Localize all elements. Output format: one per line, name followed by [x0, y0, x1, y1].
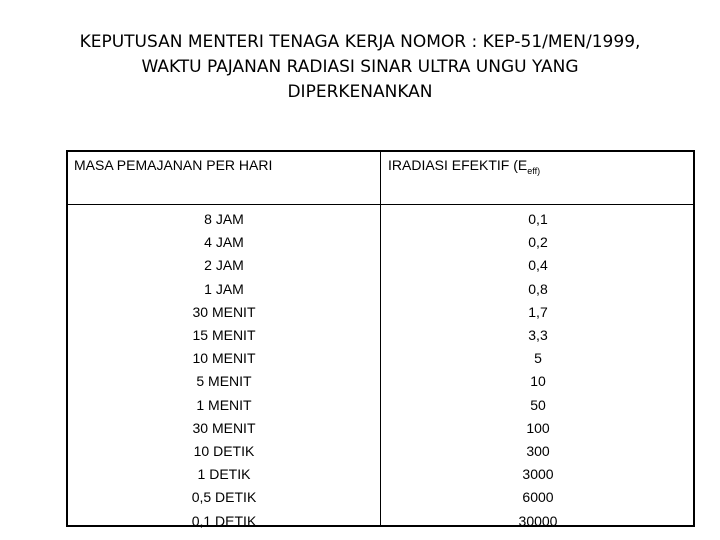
duration-cell: 1 MENIT: [196, 396, 252, 413]
header-irradiance-subscript: eff): [527, 166, 541, 176]
duration-cell: 8 JAM: [204, 211, 244, 227]
duration-cell: 2 JAM: [204, 257, 244, 274]
title-line: KEPUTUSAN MENTERI TENAGA KERJA NOMOR : KEP-51/MEN/1999,: [79, 32, 641, 52]
exposure-limit-table: [66, 150, 695, 527]
irradiance-cell: 100: [526, 419, 550, 436]
irradiance-cell: 1,7: [528, 303, 548, 320]
duration-cell: 1 DETIK: [197, 466, 251, 483]
duration-cell: 15 MENIT: [192, 327, 256, 344]
irradiance-cell: 50: [530, 396, 546, 413]
duration-cell: 30 MENIT: [192, 419, 256, 436]
header-exposure-duration: MASA PEMAJANAN PER HARI: [74, 157, 273, 173]
duration-cell: 4 JAM: [204, 234, 244, 251]
duration-cell: 10 DETIK: [193, 443, 255, 460]
irradiance-column: [381, 208, 695, 533]
page-title: [0, 30, 720, 105]
header-effective-irradiance: [388, 156, 540, 174]
irradiance-cell: 0,1: [528, 211, 548, 227]
title-line: DIPERKENANKAN: [287, 82, 433, 102]
duration-cell: 5 MENIT: [196, 373, 252, 390]
irradiance-cell: 6000: [522, 489, 554, 506]
irradiance-cell: 10: [530, 373, 546, 390]
header-divider: [68, 204, 693, 205]
irradiance-cell: 0,4: [528, 257, 548, 274]
irradiance-cell: 3,3: [528, 327, 548, 344]
duration-cell: 0,5 DETIK: [191, 489, 257, 506]
duration-cell: 0,1 DETIK: [191, 512, 257, 529]
irradiance-cell: 3000: [522, 466, 554, 483]
irradiance-cell: 5: [534, 350, 542, 367]
duration-cell: 10 MENIT: [192, 350, 256, 367]
title-line: WAKTU PAJANAN RADIASI SINAR ULTRA UNGU YANG: [141, 57, 579, 77]
duration-cell: 30 MENIT: [192, 303, 256, 320]
irradiance-cell: 30000: [518, 512, 558, 529]
header-irradiance-label: IRADIASI EFEKTIF (E: [388, 157, 528, 173]
irradiance-cell: 0,2: [528, 234, 548, 251]
irradiance-cell: 300: [526, 443, 550, 460]
duration-cell: 1 JAM: [204, 280, 244, 297]
duration-column: [68, 208, 380, 533]
irradiance-cell: 0,8: [528, 280, 548, 297]
